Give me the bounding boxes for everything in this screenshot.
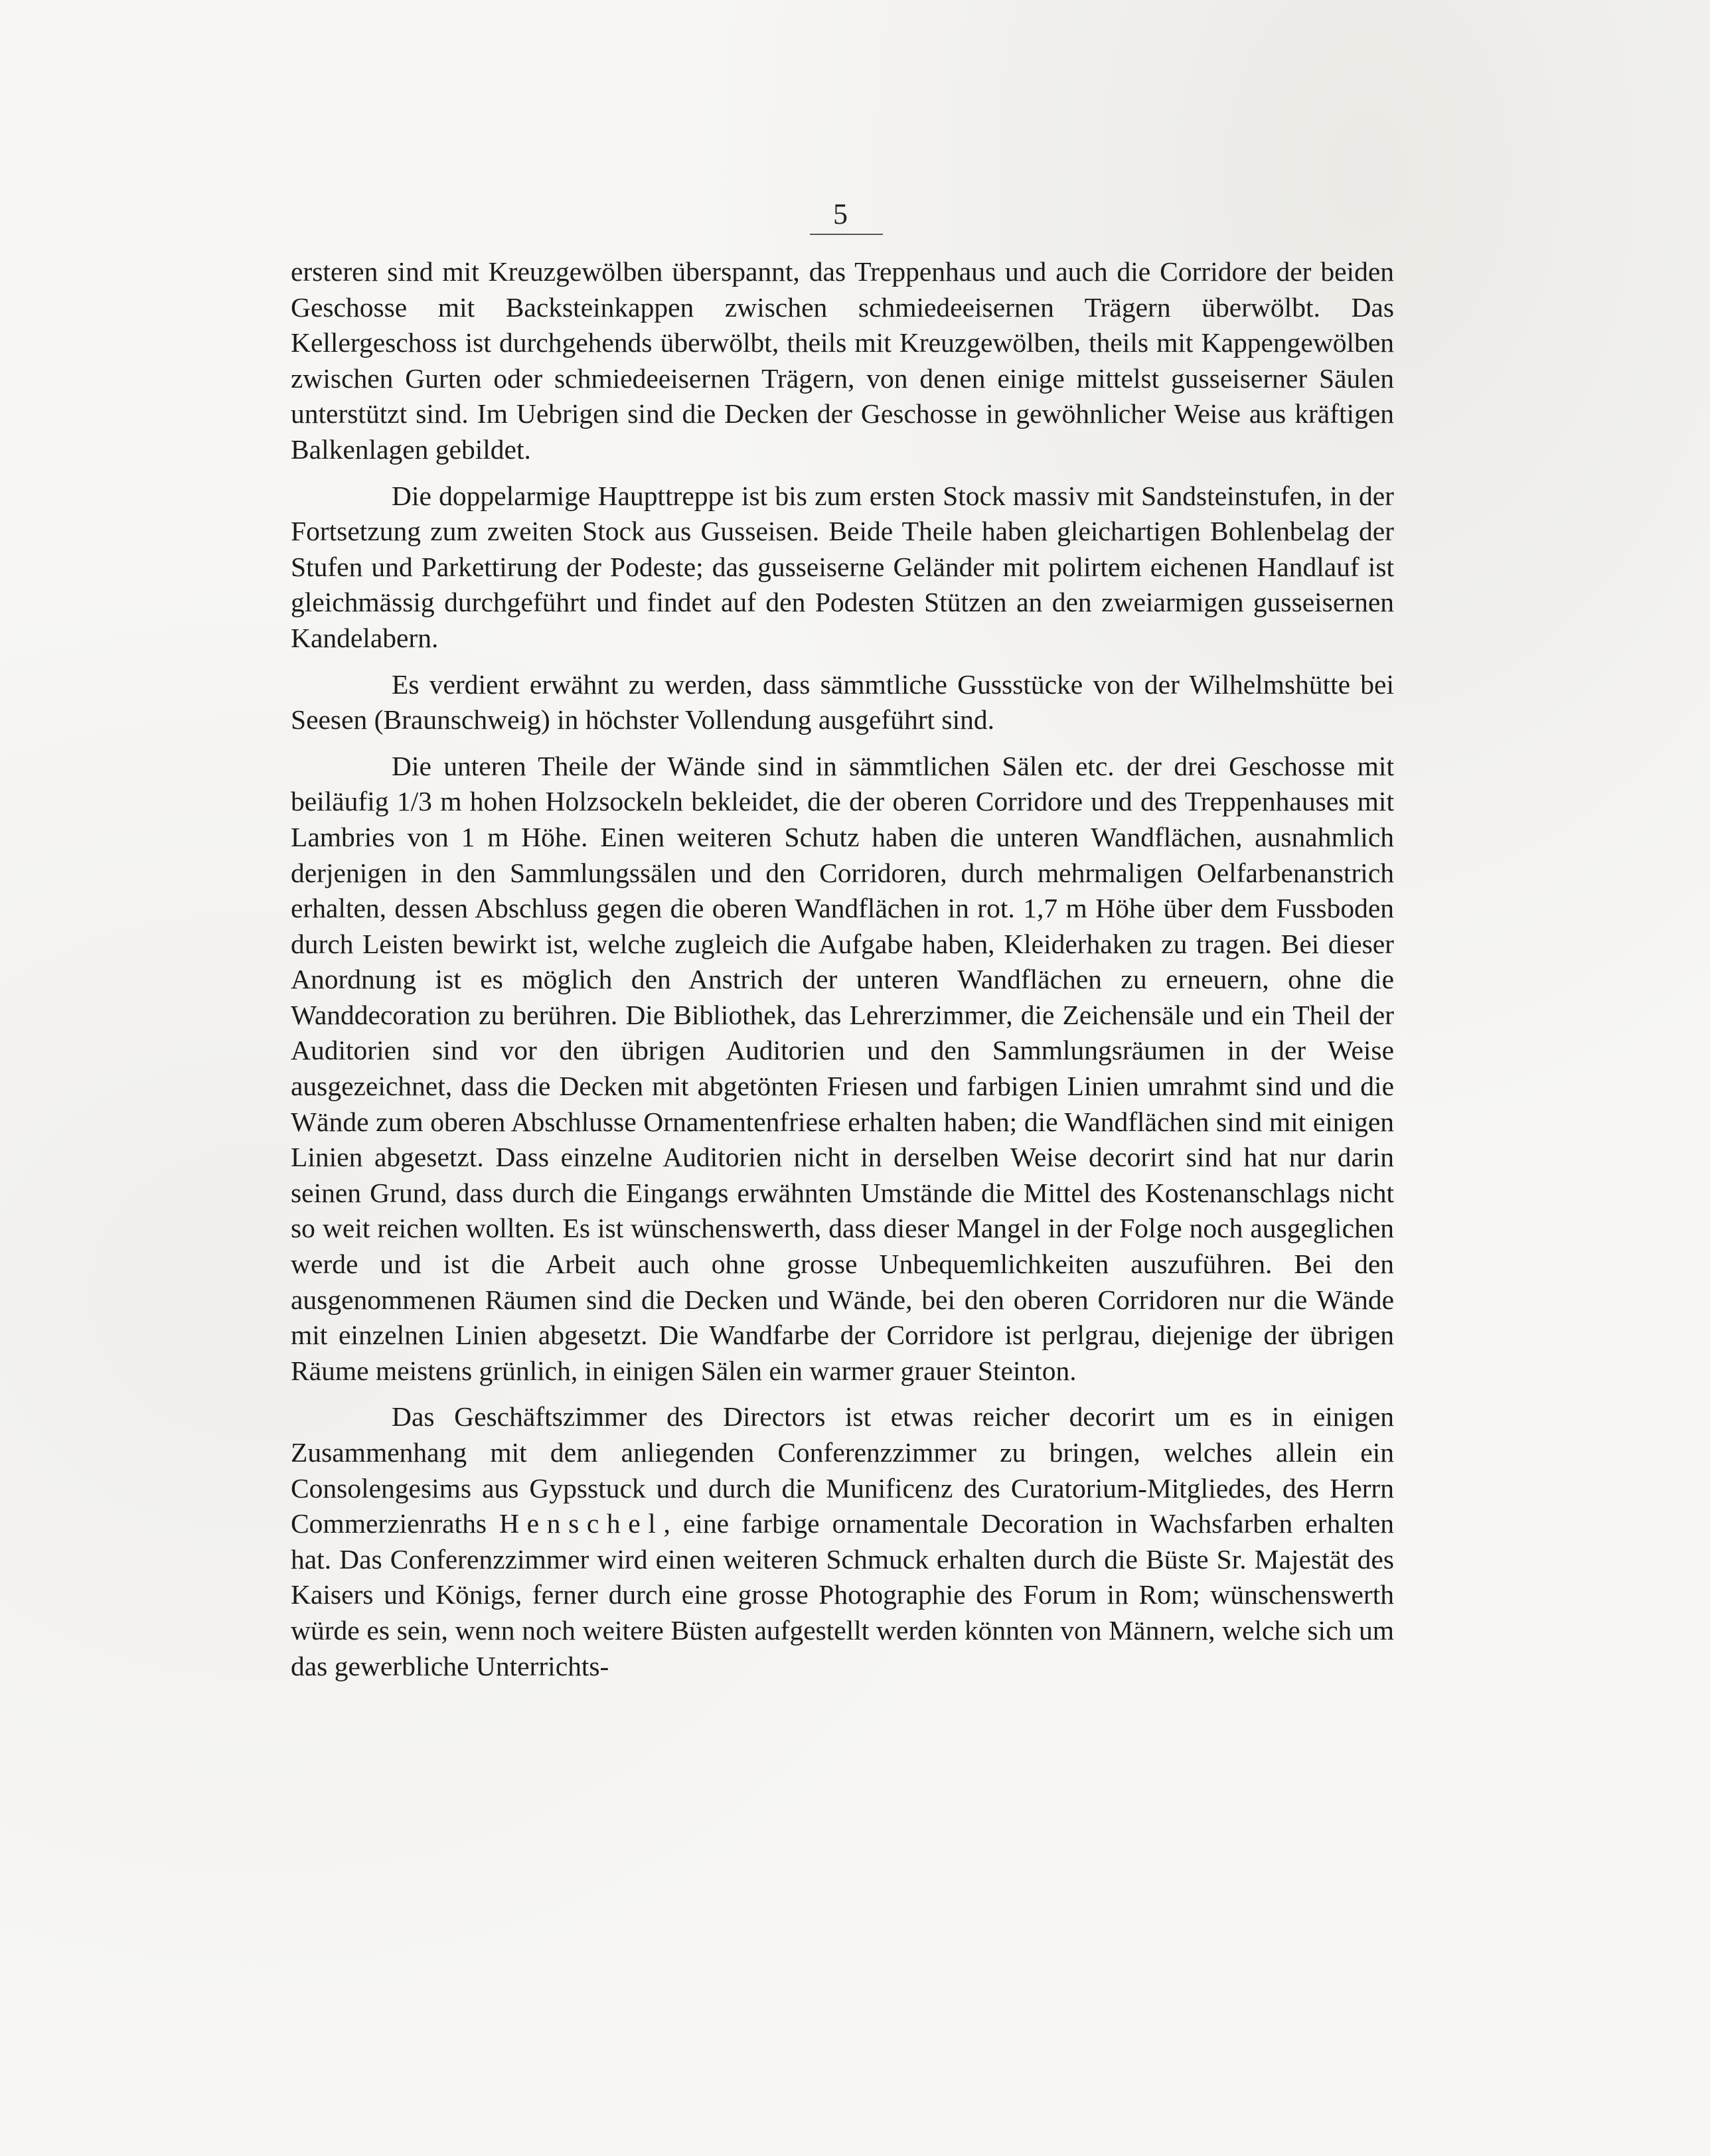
paragraph-3: Es verdient erwähnt zu werden, dass sämmtliche Gussstücke von der Wilhelmshütte bei Seesen (Braunschweig) in höchster Vollendung ausgeführt sind. — [291, 668, 1394, 735]
paragraph-2: Die doppelarmige Haupttreppe ist bis zum ersten Stock massiv mit Sandsteinstufen, in der Fortsetzung zum zweiten Stock aus Gusseisen. Beide Theile haben gleichartigen Bohlenbelag der Stufen und Parkettirung der Podeste; das gusseiserne Geländer mit polirtem eichenen Handlauf ist gleichmässig durchgeführt und findet auf den Podesten Stützen an den zweiarmigen gusseisernen Kandelabern. — [291, 480, 1394, 653]
paragraph-5-text-before: Das Geschäftszimmer des Directors ist etwas reicher decorirt um es in einigen Zusammenhang mit dem anliegenden Conferenzzimmer zu bringen, welches allein ein Consolengesims aus Gypsstuck und durch die Munificenz des Curatorium-Mitgliedes, des Herrn Commerzienraths — [291, 1401, 1394, 1539]
paragraph-5 — [291, 1399, 1394, 1684]
header-rule — [810, 234, 883, 235]
paragraph-4: Die unteren Theile der Wände sind in sämmtlichen Sälen etc. der drei Geschosse mit beiläufig 1/3 m hohen Holzsockeln bekleidet, die der oberen Corridore und des Treppenhauses mit Lambries von 1 m Höhe. Einen weiteren Schutz haben die unteren Wandflächen, ausnahmlich derjenigen in den Sammlungssälen und den Corridoren, durch mehrmaligen Oelfarbenanstrich erhalten, dessen Abschluss gegen die oberen Wandflächen in rot. 1,7 m Höhe über dem Fussboden durch Leisten bewirkt ist, welche zugleich die Aufgabe haben, Kleiderhaken zu tragen. Bei dieser Anordnung ist es möglich den Anstrich der unteren Wandflächen zu erneuern, ohne die Wanddecoration zu berühren. Die Bibliothek, das Lehrerzimmer, die Zeichensäle und ein Theil der Auditorien sind vor den übrigen Auditorien und den Sammlungsräumen in der Weise ausgezeichnet, dass die Decken mit abgetönten Friesen und farbigen Linien umrahmt sind und die Wände zum oberen Abschlusse Ornamentenfriese erhalten haben; die Wandflächen sind mit einigen Linien abgesetzt. Dass einzelne Auditorien nicht in derselben Weise decorirt sind hat nur darin seinen Grund, dass durch die Eingangs erwähnten Umstände die Mittel des Kostenanschlags nicht so weit reichen wollten. Es ist wünschenswerth, dass dieser Mangel in der Folge noch ausgeglichen werde und ist die Arbeit auch ohne grosse Unbequemlichkeiten auszuführen. Bei den ausgenommenen Räumen sind die Decken und Wände, bei den oberen Corridoren nur die Wände mit einzelnen Linien abgesetzt. Die Wandfarbe der Corridore ist perlgrau, diejenige der übrigen Räume meistens grünlich, in einigen Sälen ein warmer grauer Steinton. — [291, 750, 1394, 1386]
body-text — [291, 254, 1394, 1684]
page-number: 5 — [833, 198, 848, 230]
paragraph-5-name-henschel: Henschel — [499, 1508, 664, 1539]
paragraph-1: ersteren sind mit Kreuzgewölben überspannt, das Treppenhaus und auch die Corridore der beiden Geschosse mit Backsteinkappen zwischen schmiedeeisernen Trägern überwölbt. Das Kellergeschoss ist durchgehends überwölbt, theils mit Kreuzgewölben, theils mit Kappengewölben zwischen Gurten oder schmiedeeisernen Trägern, von denen einige mittelst gusseiserner Säulen unterstützt sind. Im Uebrigen sind die Decken der Geschosse in gewöhnlicher Weise aus kräftigen Balkenlagen gebildet. — [291, 256, 1394, 465]
paragraph-5-text-after: , eine farbige ornamentale Decoration in Wachsfarben erhalten hat. Das Conferenzzimmer wird einen weiteren Schmuck erhalten durch die Büste Sr. Majestät des Kaisers und Königs, ferner durch eine grosse Photographie des Forum in Rom; wünschenswerth würde es sein, wenn noch weitere Büsten aufgestellt werden könnten von Männern, welche sich um das gewerbliche Unterrichts- — [291, 1508, 1394, 1681]
